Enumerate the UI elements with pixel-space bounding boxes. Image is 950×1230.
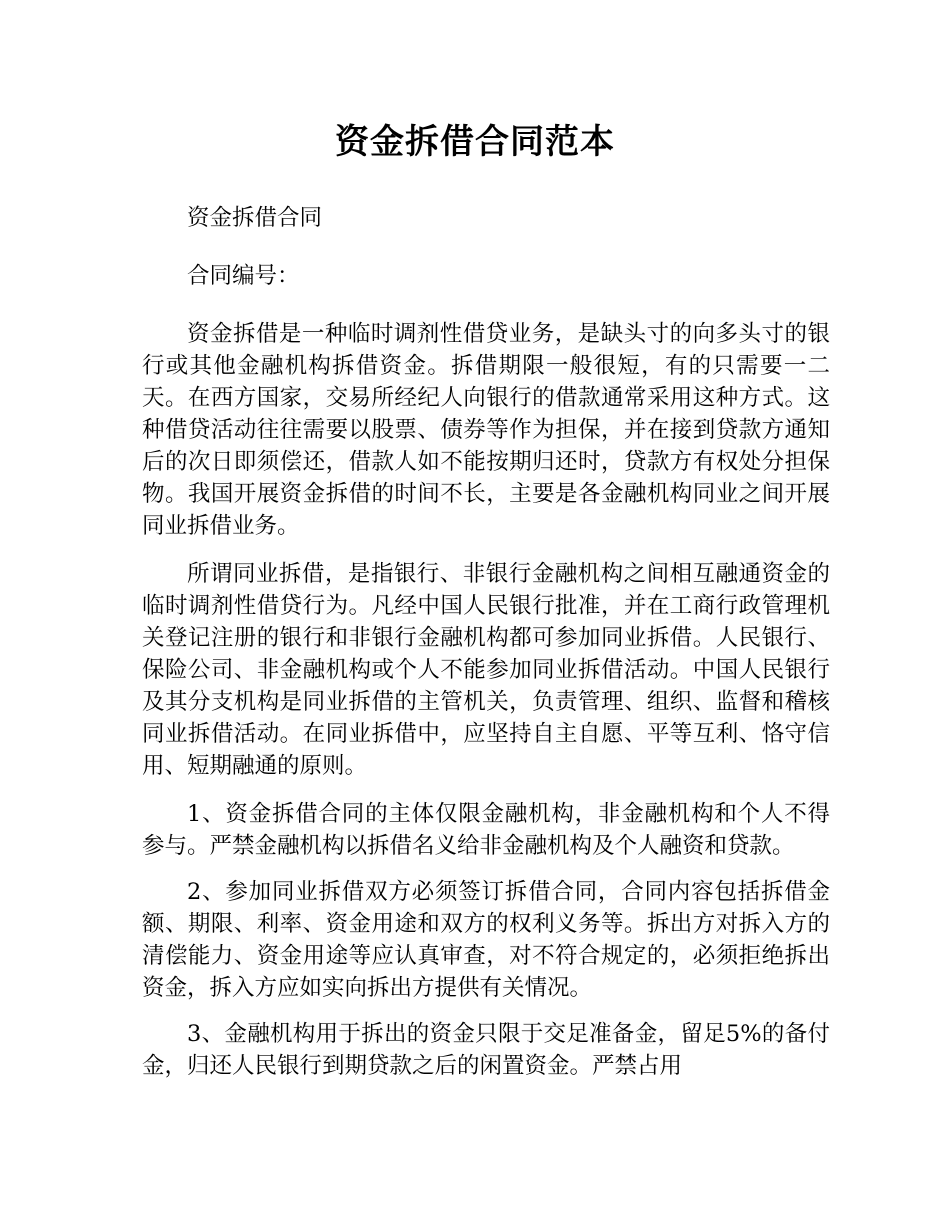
- contract-name-paragraph: 资金拆借合同: [187, 205, 323, 231]
- contract-number-paragraph: 合同编号：: [187, 263, 300, 289]
- document-body: [142, 202, 830, 1082]
- rule-3-paragraph: 3、金融机构用于拆出的资金只限于交足准备金，留足5%的备付金，归还人民银行到期贷款之后的闲置资金。严禁占用: [142, 1021, 830, 1079]
- document-title: 资金拆借合同范本: [335, 122, 615, 162]
- rule-1-paragraph: 1、资金拆借合同的主体仅限金融机构，非金融机构和个人不得参与。严禁金融机构以拆借名义给非金融机构及个人融资和贷款。: [142, 801, 830, 859]
- interbank-lending-paragraph: 所谓同业拆借，是指银行、非银行金融机构之间相互融通资金的临时调剂性借贷行为。凡经中国人民银行批准，并在工商行政管理机关登记注册的银行和非银行金融机构都可参加同业拆借。人民银行、保险公司、非金融机构或个人不能参加同业拆借活动。中国人民银行及其分支机构是同业拆借的主管机关，负责管理、组织、监督和稽核同业拆借活动。在同业拆借中，应坚持自主自愿、平等互利、恪守信用、短期融通的原则。: [142, 561, 830, 779]
- intro-paragraph: 资金拆借是一种临时调剂性借贷业务，是缺头寸的向多头寸的银行或其他金融机构拆借资金。拆借期限一般很短，有的只需要一二天。在西方国家，交易所经纪人向银行的借款通常采用这种方式。这种借贷活动往往需要以股票、债券等作为担保，并在接到贷款方通知后的次日即须偿还，借款人如不能按期归还时，贷款方有权处分担保物。我国开展资金拆借的时间不长，主要是各金融机构同业之间开展同业拆借业务。: [142, 321, 830, 539]
- rule-2-paragraph: 2、参加同业拆借双方必须签订拆借合同，合同内容包括拆借金额、期限、利率、资金用途和双方的权利义务等。拆出方对拆入方的清偿能力、资金用途等应认真审查，对不符合规定的，必须拒绝拆出资金，拆入方应如实向拆出方提供有关情况。: [142, 879, 830, 1001]
